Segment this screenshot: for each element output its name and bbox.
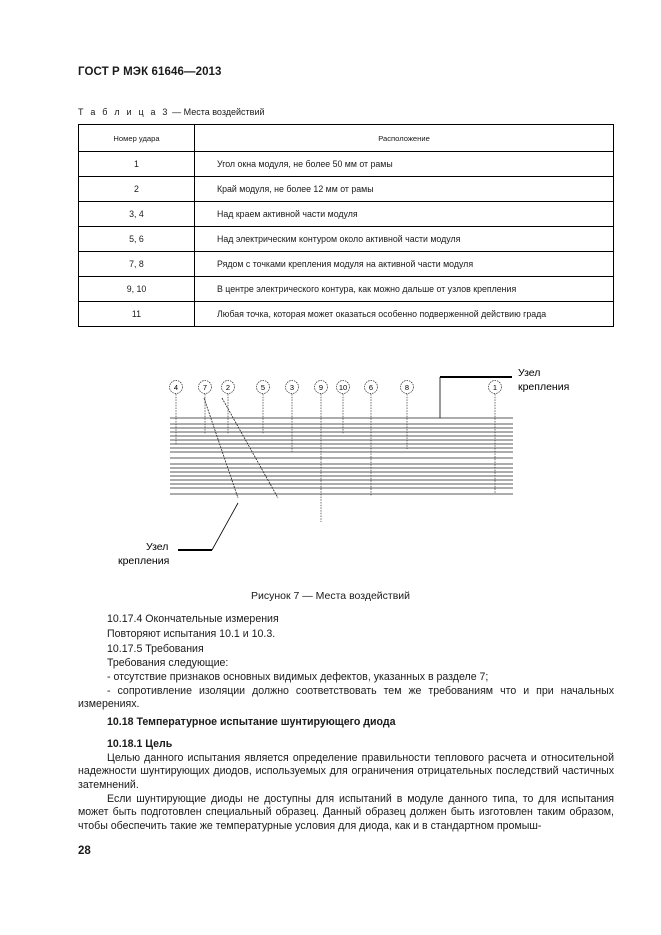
requirement-item-2: - сопротивление изоляции должно соответствовать тем же требованиям что и при начальных измерениях. — [78, 685, 614, 711]
figure-7 — [0, 360, 661, 595]
impact-marker-label: 8 — [404, 383, 410, 392]
impact-marker-label: 10 — [338, 383, 348, 392]
impact-markers — [170, 381, 502, 523]
impact-marker — [286, 381, 299, 453]
label-top-mount-line2: крепления — [518, 381, 570, 393]
impact-marker-label: 6 — [368, 383, 374, 392]
impact-number-cell: 9, 10 — [79, 277, 195, 302]
impact-marker — [170, 381, 183, 445]
mount-leader-top — [440, 377, 512, 418]
table-caption — [78, 107, 265, 117]
header-location: Расположение — [195, 125, 614, 152]
header-impact-number: Номер удара — [79, 125, 195, 152]
section-10-17-5: 10.17.5 Требования — [107, 643, 204, 655]
section-10-18-1-heading: 10.18.1 Цель — [107, 738, 173, 750]
impact-marker-label: 7 — [202, 383, 208, 392]
location-cell: Край модуля, не более 12 мм от рамы — [195, 177, 614, 202]
document-header: ГОСТ Р МЭК 61646—2013 — [78, 66, 222, 78]
section-10-17-4: 10.17.4 Окончательные измерения — [107, 613, 279, 625]
section-10-18-heading: 10.18 Температурное испытание шунтирующего диода — [107, 716, 396, 728]
location-cell: Рядом с точками крепления модуля на активной части модуля — [195, 252, 614, 277]
impact-marker — [222, 381, 235, 435]
table-row — [79, 202, 614, 227]
impact-number-cell: 3, 4 — [79, 202, 195, 227]
impact-marker-label: 9 — [318, 383, 324, 392]
diode-sample-paragraph: Если шунтирующие диоды не доступны для испытаний в модуле данного типа, то для испытания может быть подготовлен специальный образец. Данный образец должен быть изготовлен таким образом, чтобы обеспечить такие же температурные условия для диода, как и в стандартном промыш- — [78, 793, 614, 832]
table-caption-title: — Места воздействий — [169, 107, 265, 117]
figure-caption: Рисунок 7 — Места воздействий — [250, 590, 411, 602]
purpose-paragraph: Целью данного испытания является определение правильности теплового расчета и относительной надежности шунтирующих диодов, используемых для ограничения отрицательных последствий частичных затемнений. — [78, 752, 614, 791]
module-cross-section — [170, 398, 513, 498]
repeat-tests-text: Повторяют испытания 10.1 и 10.3. — [107, 628, 276, 640]
table-body — [79, 152, 614, 327]
location-cell: Над краем активной части модуля — [195, 202, 614, 227]
table-header-row — [79, 125, 614, 152]
impact-number-cell: 11 — [79, 302, 195, 327]
impact-marker-label: 3 — [289, 383, 295, 392]
impact-marker — [257, 381, 270, 435]
impact-number-cell: 7, 8 — [79, 252, 195, 277]
table-row — [79, 302, 614, 327]
impact-number-cell: 1 — [79, 152, 195, 177]
impact-locations-table — [78, 124, 614, 327]
impact-marker-label: 5 — [260, 383, 266, 392]
impact-marker — [489, 381, 502, 495]
impact-marker — [365, 381, 378, 497]
location-cell: Любая точка, которая может оказаться особенно подверженной действию града — [195, 302, 614, 327]
impact-marker-label: 4 — [173, 383, 179, 392]
impact-number-cell: 2 — [79, 177, 195, 202]
impact-marker — [315, 381, 328, 523]
table-row — [79, 152, 614, 177]
impact-marker-label: 2 — [225, 383, 231, 392]
impact-marker — [199, 381, 212, 435]
location-cell: Угол окна модуля, не более 50 мм от рамы — [195, 152, 614, 177]
page-number: 28 — [78, 845, 91, 857]
impact-marker — [337, 381, 350, 435]
table-row — [79, 177, 614, 202]
impact-marker — [401, 381, 414, 450]
location-cell: Над электрическим контуром около активной части модуля — [195, 227, 614, 252]
requirements-intro: Требования следующие: — [107, 657, 229, 669]
label-top-mount-line1: Узел — [518, 367, 541, 379]
table-row — [79, 277, 614, 302]
impact-number-cell: 5, 6 — [79, 227, 195, 252]
impact-marker-label: 1 — [492, 383, 498, 392]
mount-leader-bottom — [178, 503, 238, 550]
table-row — [79, 252, 614, 277]
requirement-item-1: - отсутствие признаков основных видимых дефектов, указанных в разделе 7; — [107, 671, 489, 683]
impact-locations-diagram — [0, 360, 661, 590]
table-caption-prefix: Т а б л и ц а 3 — [78, 107, 170, 117]
label-bottom-mount-line1: Узел — [146, 541, 169, 553]
location-cell: В центре электрического контура, как можно дальше от узлов крепления — [195, 277, 614, 302]
label-bottom-mount-line2: крепления — [118, 555, 170, 567]
table-row — [79, 227, 614, 252]
